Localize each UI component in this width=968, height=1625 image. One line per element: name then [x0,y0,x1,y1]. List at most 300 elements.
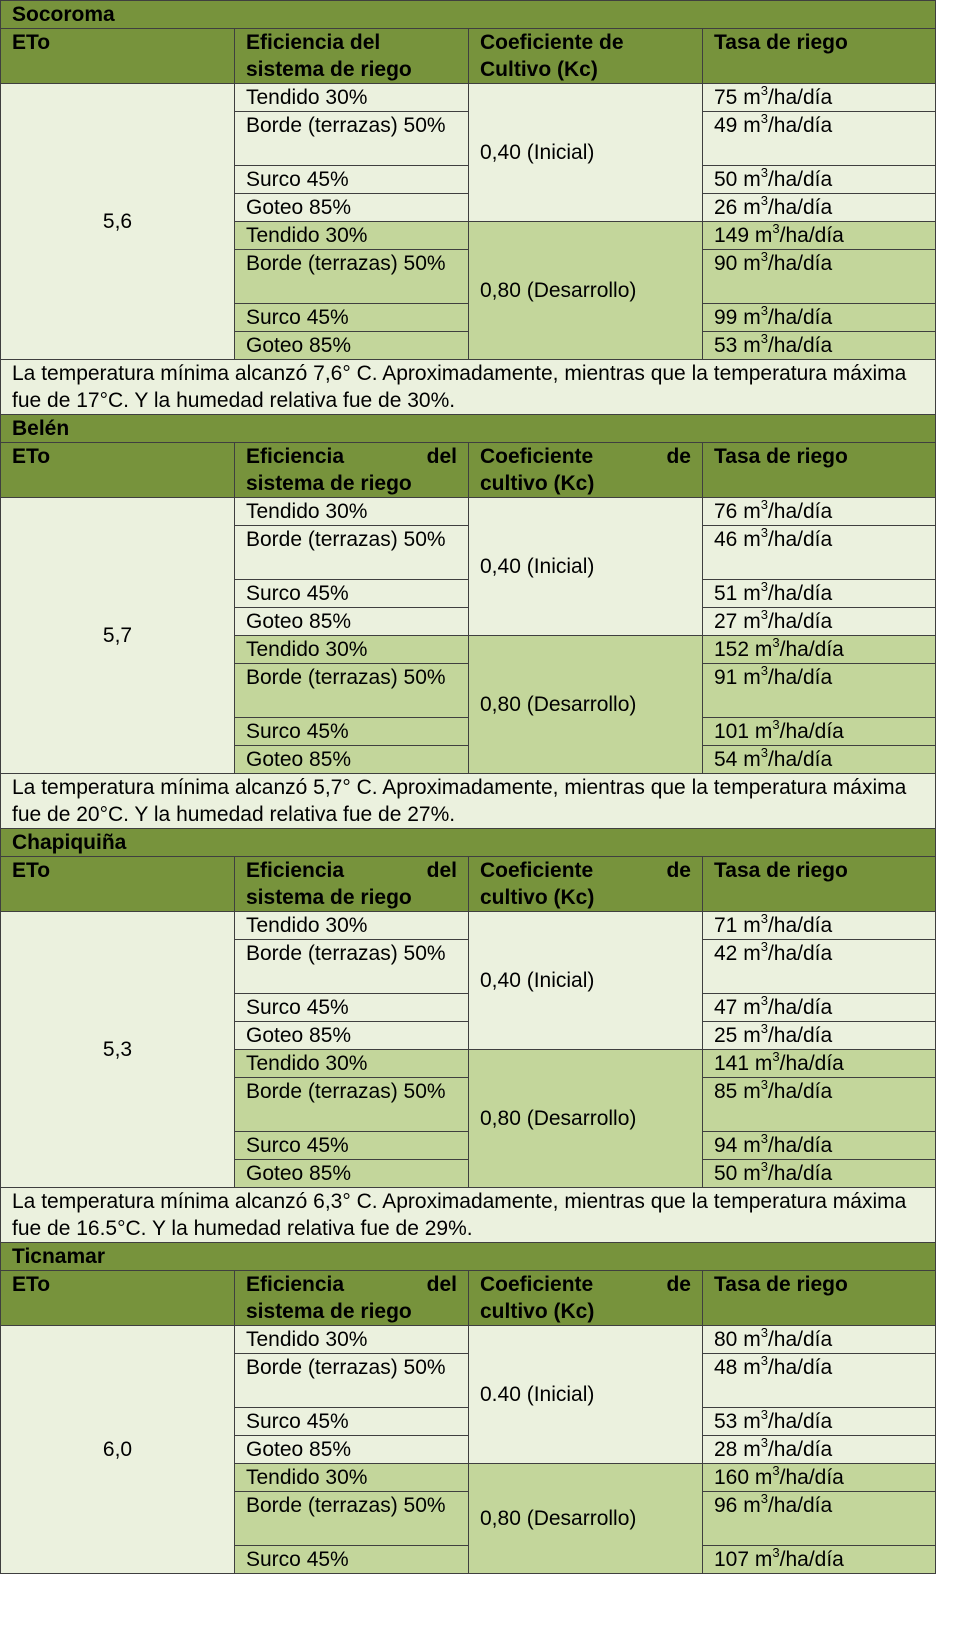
unit-suffix: /ha/día [767,1162,833,1185]
rate-value: 28 [714,1438,738,1461]
system-label: Tendido 30% [246,1466,368,1489]
unit-exponent: 3 [760,249,768,264]
rate-header [703,1271,936,1326]
efficiency-header-line1 [246,443,457,470]
kc-header [469,29,703,84]
system-cell [235,912,469,940]
unit-suffix: /ha/día [767,252,833,275]
kc-header-line2: cultivo (Kc) [480,1300,595,1323]
unit-prefix: m [743,1162,761,1185]
site-name: Ticnamar [12,1245,105,1268]
rate-cell [703,498,936,526]
kc-header-word2: de [666,859,691,882]
system-label: Tendido 30% [246,638,368,661]
efficiency-header [235,443,469,498]
unit-prefix: m [743,996,761,1019]
rate-cell [703,1132,936,1160]
unit-exponent: 3 [760,579,768,594]
unit-prefix: m [743,500,761,523]
rate-cell [703,1354,936,1408]
rate-cell [703,526,936,580]
rate-cell [703,1408,936,1436]
unit-suffix: /ha/día [767,1494,833,1517]
rate-value: 107 [714,1548,750,1571]
rate-value: 75 [714,86,738,109]
rate-cell [703,1022,936,1050]
eto-value [1,912,235,1188]
unit-exponent: 3 [760,1491,768,1506]
system-label: Surco 45% [246,306,349,329]
kc-desarrollo [469,636,703,774]
rate-value: 141 [714,1052,750,1075]
unit-prefix: m [743,610,761,633]
unit-exponent: 3 [760,497,768,512]
eto-value [1,1326,235,1574]
header-row [1,29,936,84]
system-cell [235,1078,469,1132]
eto-header-label: ETo [12,859,51,882]
climate-note [1,360,936,415]
kc-inicial [469,912,703,1050]
kc-header [469,1271,703,1326]
rate-cell [703,222,936,250]
system-label: Borde (terrazas) 50% [246,1080,446,1103]
system-cell [235,1354,469,1408]
note-row [1,774,936,829]
system-cell [235,1132,469,1160]
unit-exponent: 3 [760,1021,768,1036]
eto-value-text: 6,0 [102,1438,133,1461]
unit-prefix: m [743,666,761,689]
unit-exponent: 3 [760,165,768,180]
kc-header-word2: de [666,1273,691,1296]
site-row [1,415,936,443]
rate-cell [703,250,936,304]
system-cell [235,112,469,166]
kc-header-line1 [480,857,691,884]
efficiency-header [235,1271,469,1326]
efficiency-header-word1: Eficiencia [246,1273,345,1296]
unit-suffix: /ha/día [767,1024,833,1047]
unit-prefix: m [743,748,761,771]
system-label: Goteo 85% [246,1162,352,1185]
rate-cell [703,112,936,166]
rate-cell [703,1160,936,1188]
rate-cell [703,664,936,718]
unit-prefix: m [743,942,761,965]
efficiency-header-word2: del [426,1273,457,1296]
unit-prefix: m [754,638,773,661]
unit-suffix: /ha/día [767,610,833,633]
system-cell [235,222,469,250]
eto-header [1,443,235,498]
rate-value: 48 [714,1356,738,1379]
unit-suffix: /ha/día [767,500,833,523]
unit-exponent: 3 [760,525,768,540]
rate-value: 51 [714,582,738,605]
rate-cell [703,636,936,664]
rate-cell [703,1436,936,1464]
system-label: Tendido 30% [246,224,368,247]
kc-header [469,857,703,912]
unit-prefix: m [743,114,761,137]
unit-suffix: /ha/día [767,1328,833,1351]
rate-value: 50 [714,168,738,191]
system-label: Goteo 85% [246,748,352,771]
rate-header-label: Tasa de riego [714,445,848,468]
efficiency-header-word1: Eficiencia [246,445,345,468]
rate-header [703,857,936,912]
system-cell [235,332,469,360]
system-cell [235,580,469,608]
system-label: Goteo 85% [246,1024,352,1047]
rate-value: 90 [714,252,738,275]
rate-value: 26 [714,196,738,219]
eto-value-text: 5,7 [102,624,133,647]
unit-prefix: m [743,1494,761,1517]
rate-cell [703,1546,936,1574]
efficiency-header-word2: del [426,859,457,882]
rate-value: 85 [714,1080,738,1103]
rate-cell [703,1078,936,1132]
unit-suffix: /ha/día [767,582,833,605]
rate-value: 46 [714,528,738,551]
unit-prefix: m [743,528,761,551]
rate-cell [703,84,936,112]
unit-prefix: m [743,252,761,275]
unit-suffix: /ha/día [767,1438,833,1461]
system-cell [235,1464,469,1492]
unit-suffix: /ha/día [779,224,844,247]
system-cell [235,1160,469,1188]
system-cell [235,1436,469,1464]
kc-desarrollo-text: 0,80 (Desarrollo) [480,279,637,302]
unit-suffix: /ha/día [767,334,833,357]
rate-cell [703,1464,936,1492]
rate-value: 25 [714,1024,738,1047]
system-label: Borde (terrazas) 50% [246,1494,446,1517]
unit-prefix: m [754,1052,773,1075]
unit-exponent: 3 [760,1353,768,1368]
system-label: Surco 45% [246,1548,349,1571]
rate-cell [703,1050,936,1078]
rate-header [703,29,936,84]
unit-suffix: /ha/día [767,114,833,137]
unit-prefix: m [743,582,761,605]
unit-suffix: /ha/día [779,720,844,743]
rate-value: 27 [714,610,738,633]
rate-cell [703,746,936,774]
rate-value: 53 [714,334,738,357]
kc-header-word2: de [666,445,691,468]
rate-value: 160 [714,1466,750,1489]
unit-exponent: 3 [772,1049,780,1064]
eto-header-label: ETo [12,31,51,54]
site-name: Chapiquiña [12,831,127,854]
unit-prefix: m [743,306,761,329]
unit-prefix: m [743,196,761,219]
system-label: Goteo 85% [246,610,352,633]
system-cell [235,1022,469,1050]
unit-suffix: /ha/día [767,666,833,689]
system-label: Borde (terrazas) 50% [246,528,446,551]
unit-exponent: 3 [760,1435,768,1450]
system-cell [235,1492,469,1546]
unit-prefix: m [743,168,761,191]
kc-header-label: Coeficiente de Cultivo (Kc) [480,31,624,81]
rate-value: 101 [714,720,750,743]
unit-prefix: m [743,1356,761,1379]
system-cell [235,84,469,112]
system-cell [235,664,469,718]
kc-desarrollo-text: 0,80 (Desarrollo) [480,1507,637,1530]
rate-cell [703,1492,936,1546]
unit-exponent: 3 [760,83,768,98]
rate-value: 149 [714,224,750,247]
system-label: Goteo 85% [246,196,352,219]
rate-cell [703,332,936,360]
kc-desarrollo-text: 0,80 (Desarrollo) [480,693,637,716]
unit-suffix: /ha/día [767,168,833,191]
unit-exponent: 3 [760,607,768,622]
unit-exponent: 3 [760,111,768,126]
kc-inicial [469,498,703,636]
system-cell [235,718,469,746]
unit-exponent: 3 [772,717,780,732]
rate-value: 76 [714,500,738,523]
kc-header-line2: cultivo (Kc) [480,472,595,495]
system-label: Surco 45% [246,1134,349,1157]
unit-prefix: m [743,1134,761,1157]
rate-value: 53 [714,1410,738,1433]
kc-header-line1 [480,443,691,470]
system-cell [235,304,469,332]
eto-value-text: 5,6 [102,210,133,233]
kc-header-word1: Coeficiente [480,859,594,882]
system-label: Borde (terrazas) 50% [246,114,446,137]
rate-value: 50 [714,1162,738,1185]
rate-cell [703,994,936,1022]
unit-suffix: /ha/día [767,1410,833,1433]
rate-cell [703,912,936,940]
unit-suffix: /ha/día [767,748,833,771]
rate-cell [703,1326,936,1354]
unit-prefix: m [754,224,773,247]
system-cell [235,940,469,994]
climate-note-text: La temperatura mínima alcanzó 5,7° C. Aproximadamente, mientras que la temperatura máxima fue de 20°C. Y la humedad relativa fue de 27%. [12,776,907,826]
unit-exponent: 3 [760,1159,768,1174]
site-row [1,829,936,857]
unit-prefix: m [743,1024,761,1047]
system-label: Surco 45% [246,168,349,191]
unit-prefix: m [754,1466,773,1489]
unit-suffix: /ha/día [767,1134,833,1157]
table-row [1,1326,936,1354]
table-row [1,498,936,526]
header-row [1,443,936,498]
unit-prefix: m [743,86,761,109]
system-label: Borde (terrazas) 50% [246,942,446,965]
system-cell [235,498,469,526]
unit-suffix: /ha/día [779,1548,844,1571]
climate-note-text: La temperatura mínima alcanzó 6,3° C. Aproximadamente, mientras que la temperatura máxima fue de 16.5°C. Y la humedad relativa fue de 29%. [12,1190,907,1240]
header-row [1,857,936,912]
unit-prefix: m [743,334,761,357]
unit-exponent: 3 [760,1131,768,1146]
note-row [1,1188,936,1243]
rate-header-label: Tasa de riego [714,1273,848,1296]
unit-suffix: /ha/día [767,996,833,1019]
kc-desarrollo [469,222,703,360]
rate-cell [703,194,936,222]
unit-exponent: 3 [760,911,768,926]
site-title [1,415,936,443]
unit-exponent: 3 [760,193,768,208]
eto-value [1,84,235,360]
system-label: Tendido 30% [246,1328,368,1351]
rate-value: 99 [714,306,738,329]
site-title [1,829,936,857]
kc-desarrollo [469,1050,703,1188]
unit-prefix: m [743,1438,761,1461]
system-label: Tendido 30% [246,86,368,109]
system-cell [235,526,469,580]
system-cell [235,166,469,194]
system-cell [235,1326,469,1354]
unit-exponent: 3 [760,663,768,678]
unit-prefix: m [743,914,761,937]
unit-suffix: /ha/día [767,528,833,551]
system-label: Surco 45% [246,1410,349,1433]
kc-header-word1: Coeficiente [480,1273,594,1296]
unit-exponent: 3 [760,745,768,760]
unit-prefix: m [743,1410,761,1433]
unit-exponent: 3 [760,303,768,318]
system-label: Tendido 30% [246,1052,368,1075]
note-row [1,360,936,415]
unit-exponent: 3 [760,1407,768,1422]
system-cell [235,194,469,222]
system-cell [235,608,469,636]
unit-exponent: 3 [772,1463,780,1478]
kc-header [469,443,703,498]
efficiency-header-line2: sistema de riego [246,886,412,909]
system-cell [235,636,469,664]
site-name: Socoroma [12,3,115,26]
kc-header-word1: Coeficiente [480,445,594,468]
rate-cell [703,166,936,194]
system-label: Borde (terrazas) 50% [246,1356,446,1379]
system-cell [235,994,469,1022]
rate-value: 71 [714,914,738,937]
rate-cell [703,718,936,746]
unit-exponent: 3 [760,993,768,1008]
eto-header [1,1271,235,1326]
system-label: Surco 45% [246,720,349,743]
rate-cell [703,580,936,608]
kc-desarrollo-text: 0,80 (Desarrollo) [480,1107,637,1130]
header-row [1,1271,936,1326]
site-row [1,1,936,29]
unit-prefix: m [754,720,773,743]
unit-prefix: m [743,1080,761,1103]
eto-header [1,857,235,912]
efficiency-header-line2: sistema de riego [246,1300,412,1323]
system-label: Goteo 85% [246,334,352,357]
rate-value: 49 [714,114,738,137]
eto-value-text: 5,3 [102,1038,133,1061]
efficiency-header-line1 [246,1271,457,1298]
unit-suffix: /ha/día [779,638,844,661]
efficiency-header [235,29,469,84]
kc-inicial [469,1326,703,1464]
unit-suffix: /ha/día [767,196,833,219]
efficiency-header-line1 [246,857,457,884]
kc-inicial-text: 0,40 (Inicial) [480,555,595,578]
kc-inicial-text: 0,40 (Inicial) [480,141,595,164]
rate-cell [703,304,936,332]
unit-prefix: m [754,1548,773,1571]
system-label: Surco 45% [246,582,349,605]
table-row [1,84,936,112]
rate-cell [703,608,936,636]
climate-note [1,774,936,829]
unit-suffix: /ha/día [767,86,833,109]
unit-exponent: 3 [760,939,768,954]
unit-exponent: 3 [772,1545,780,1560]
rate-header-label: Tasa de riego [714,859,848,882]
site-name: Belén [12,417,70,440]
rate-value: 47 [714,996,738,1019]
unit-exponent: 3 [772,635,780,650]
rate-value: 91 [714,666,738,689]
system-label: Tendido 30% [246,914,368,937]
system-label: Borde (terrazas) 50% [246,666,446,689]
kc-inicial-text: 0.40 (Inicial) [480,1383,595,1406]
rate-header [703,443,936,498]
kc-header-line2: cultivo (Kc) [480,886,595,909]
system-label: Surco 45% [246,996,349,1019]
unit-exponent: 3 [760,1325,768,1340]
kc-header-line1 [480,1271,691,1298]
system-cell [235,1050,469,1078]
unit-suffix: /ha/día [767,1356,833,1379]
rate-value: 54 [714,748,738,771]
unit-prefix: m [743,1328,761,1351]
unit-exponent: 3 [760,331,768,346]
efficiency-header-word2: del [426,445,457,468]
system-cell [235,250,469,304]
climate-note-text: La temperatura mínima alcanzó 7,6° C. Aproximadamente, mientras que la temperatura máxima fue de 17°C. Y la humedad relativa fue de 30%. [12,362,907,412]
system-cell [235,746,469,774]
rate-value: 80 [714,1328,738,1351]
system-label: Goteo 85% [246,1438,352,1461]
rate-value: 94 [714,1134,738,1157]
site-row [1,1243,936,1271]
efficiency-header-line2: sistema de riego [246,472,412,495]
rate-header-label: Tasa de riego [714,31,848,54]
climate-note [1,1188,936,1243]
kc-desarrollo [469,1464,703,1574]
kc-inicial-text: 0,40 (Inicial) [480,969,595,992]
rate-value: 96 [714,1494,738,1517]
system-label: Borde (terrazas) 50% [246,252,446,275]
unit-exponent: 3 [772,221,780,236]
efficiency-header [235,857,469,912]
unit-suffix: /ha/día [767,914,833,937]
site-title [1,1243,936,1271]
system-cell [235,1408,469,1436]
